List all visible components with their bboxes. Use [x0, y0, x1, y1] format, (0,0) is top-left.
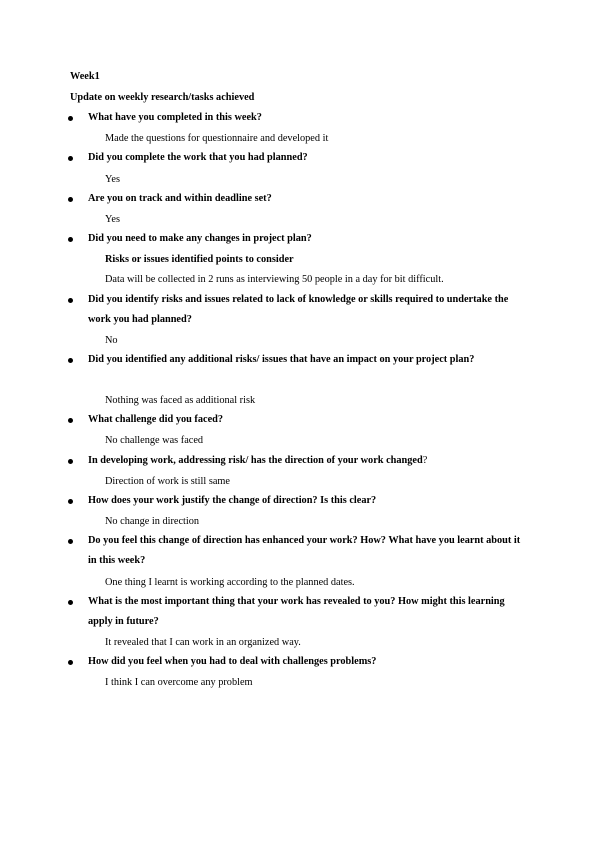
- question-8: [88, 451, 528, 471]
- subtitle: Update on weekly research/tasks achieved: [70, 92, 255, 103]
- bullet-icon: [68, 539, 73, 544]
- bullet-icon: [68, 660, 73, 665]
- bullet-icon: [68, 298, 73, 303]
- answer-2: Yes: [105, 174, 120, 185]
- bullet-icon: [68, 237, 73, 242]
- question-2: Did you complete the work that you had planned?: [88, 152, 308, 163]
- question-8-mark: ?: [422, 455, 428, 466]
- question-4: Did you need to make any changes in project plan?: [88, 233, 312, 244]
- bullet-icon: [68, 358, 73, 363]
- question-12: How did you feel when you had to deal with challenges problems?: [88, 656, 377, 667]
- bullet-icon: [68, 116, 73, 121]
- week-title: Week1: [70, 71, 100, 82]
- bullet-icon: [68, 197, 73, 202]
- answer-6: Nothing was faced as additional risk: [105, 395, 256, 406]
- answer-3: Yes: [105, 214, 120, 225]
- question-1: What have you completed in this week?: [88, 112, 262, 123]
- question-9: How does your work justify the change of direction? Is this clear?: [88, 495, 377, 506]
- question-10: Do you feel this change of direction has enhanced your work? How? What have you learnt about it in this week?: [88, 535, 521, 567]
- question-11: What is the most important thing that your work has revealed to you? How might this learning apply in future?: [88, 596, 505, 628]
- bullet-icon: [68, 600, 73, 605]
- question-6: Did you identified any additional risks/ issues that have an impact on your project plan?: [88, 354, 475, 365]
- answer-11: It revealed that I can work in an organized way.: [105, 637, 301, 648]
- bullet-icon: [68, 499, 73, 504]
- answer-1: Made the questions for questionnaire and developed it: [105, 133, 329, 144]
- question-7: What challenge did you faced?: [88, 414, 224, 425]
- answer-8: Direction of work is still same: [105, 476, 230, 487]
- answer-10: One thing I learnt is working according to the planned dates.: [105, 577, 355, 588]
- question-5: Did you identify risks and issues related to lack of knowledge or skills required to undertake the work you had planned?: [88, 294, 509, 326]
- answer-9: No change in direction: [105, 516, 200, 527]
- answer-4-heading: Risks or issues identified points to consider: [105, 254, 294, 265]
- answer-12: I think I can overcome any problem: [105, 677, 253, 688]
- bullet-icon: [68, 156, 73, 161]
- bullet-icon: [68, 418, 73, 423]
- question-3: Are you on track and within deadline set?: [88, 193, 272, 204]
- question-8-text: In developing work, addressing risk/ has the direction of your work changed: [88, 455, 423, 466]
- answer-7: No challenge was faced: [105, 435, 204, 446]
- bullet-icon: [68, 459, 73, 464]
- answer-4: Data will be collected in 2 runs as interviewing 50 people in a day for bit difficult.: [105, 274, 444, 285]
- answer-5: No: [105, 335, 118, 346]
